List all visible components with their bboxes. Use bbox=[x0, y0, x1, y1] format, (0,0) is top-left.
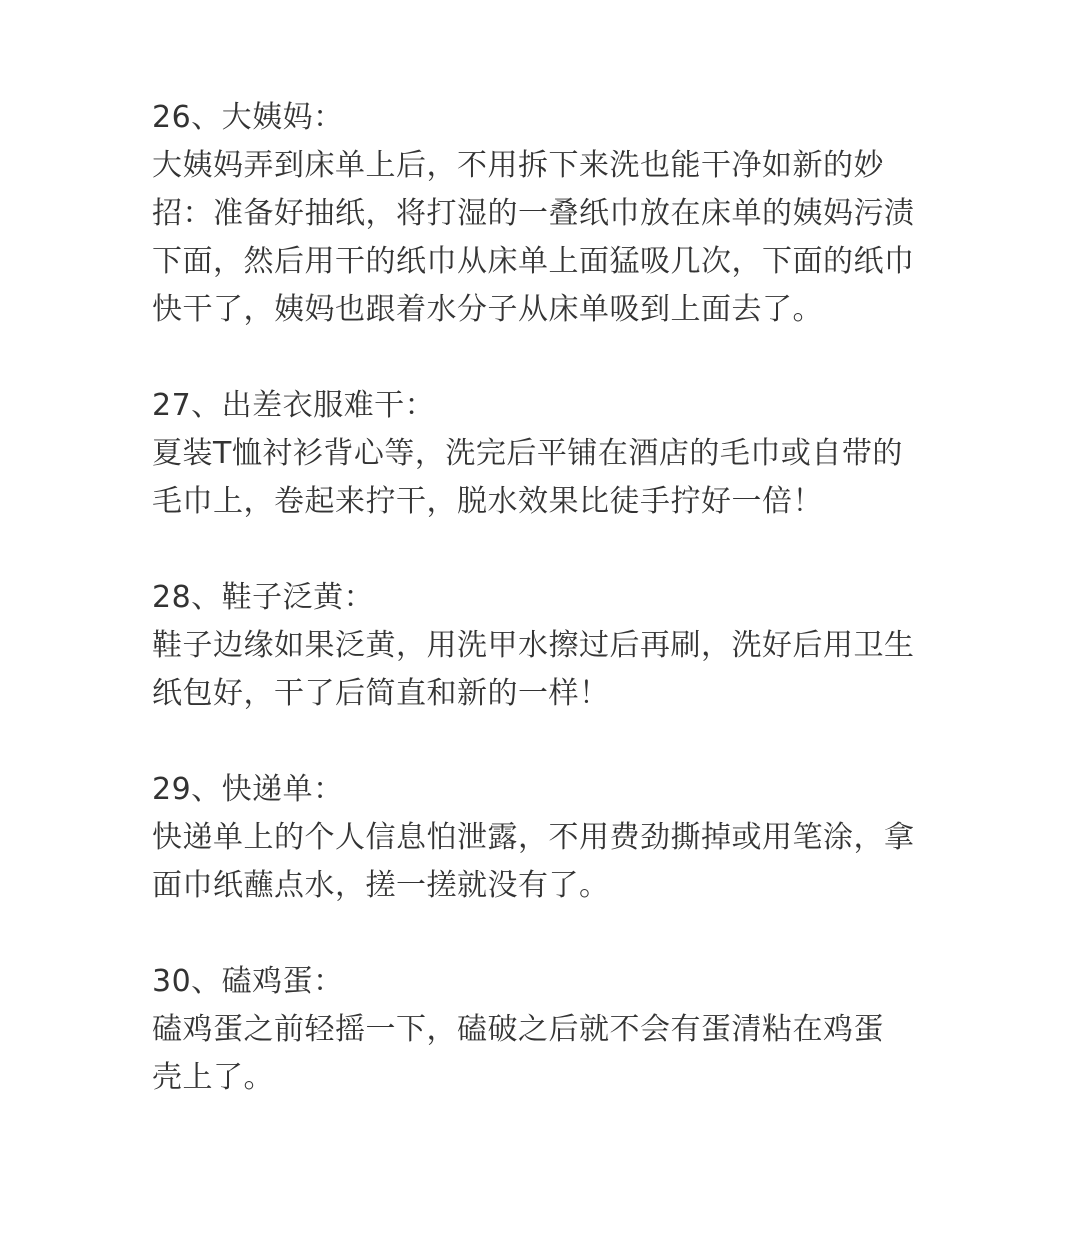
tip-line: 招：准备好抽纸，将打湿的一叠纸巾放在床单的姨妈污渍 bbox=[152, 196, 915, 231]
tip-line: 快递单上的个人信息怕泄露，不用费劲撕掉或用笔涂，拿 bbox=[152, 820, 915, 855]
tip-line: 壳上了。 bbox=[152, 1060, 274, 1095]
tip-28 bbox=[152, 574, 942, 718]
tip-29 bbox=[152, 766, 942, 910]
tip-line: 快干了，姨妈也跟着水分子从床单吸到上面去了。 bbox=[152, 292, 823, 327]
tip-line: 大姨妈弄到床单上后，不用拆下来洗也能干净如新的妙 bbox=[152, 148, 884, 183]
tip-27 bbox=[152, 382, 942, 526]
tip-body bbox=[152, 814, 942, 910]
tip-26 bbox=[152, 94, 942, 334]
tip-heading: 29、快递单： bbox=[152, 772, 344, 807]
tip-heading: 28、鞋子泛黄： bbox=[152, 580, 375, 615]
tip-body bbox=[152, 142, 942, 334]
article-body bbox=[152, 94, 942, 1150]
tip-heading: 27、出差衣服难干： bbox=[152, 388, 436, 423]
tip-30 bbox=[152, 958, 942, 1102]
tip-body bbox=[152, 1006, 942, 1102]
tip-heading: 26、大姨妈： bbox=[152, 100, 344, 135]
tip-line: 磕鸡蛋之前轻摇一下，磕破之后就不会有蛋清粘在鸡蛋 bbox=[152, 1012, 884, 1047]
tip-line: 鞋子边缘如果泛黄，用洗甲水擦过后再刷，洗好后用卫生 bbox=[152, 628, 915, 663]
tip-line: 毛巾上，卷起来拧干，脱水效果比徒手拧好一倍！ bbox=[152, 484, 823, 519]
tip-heading: 30、磕鸡蛋： bbox=[152, 964, 344, 999]
tip-line: 纸包好，干了后简直和新的一样！ bbox=[152, 676, 610, 711]
tip-body bbox=[152, 430, 942, 526]
tip-line: 夏装T恤衬衫背心等，洗完后平铺在酒店的毛巾或自带的 bbox=[152, 436, 903, 471]
tip-line: 下面，然后用干的纸巾从床单上面猛吸几次，下面的纸巾 bbox=[152, 244, 915, 279]
tip-body bbox=[152, 622, 942, 718]
tip-line: 面巾纸蘸点水，搓一搓就没有了。 bbox=[152, 868, 610, 903]
